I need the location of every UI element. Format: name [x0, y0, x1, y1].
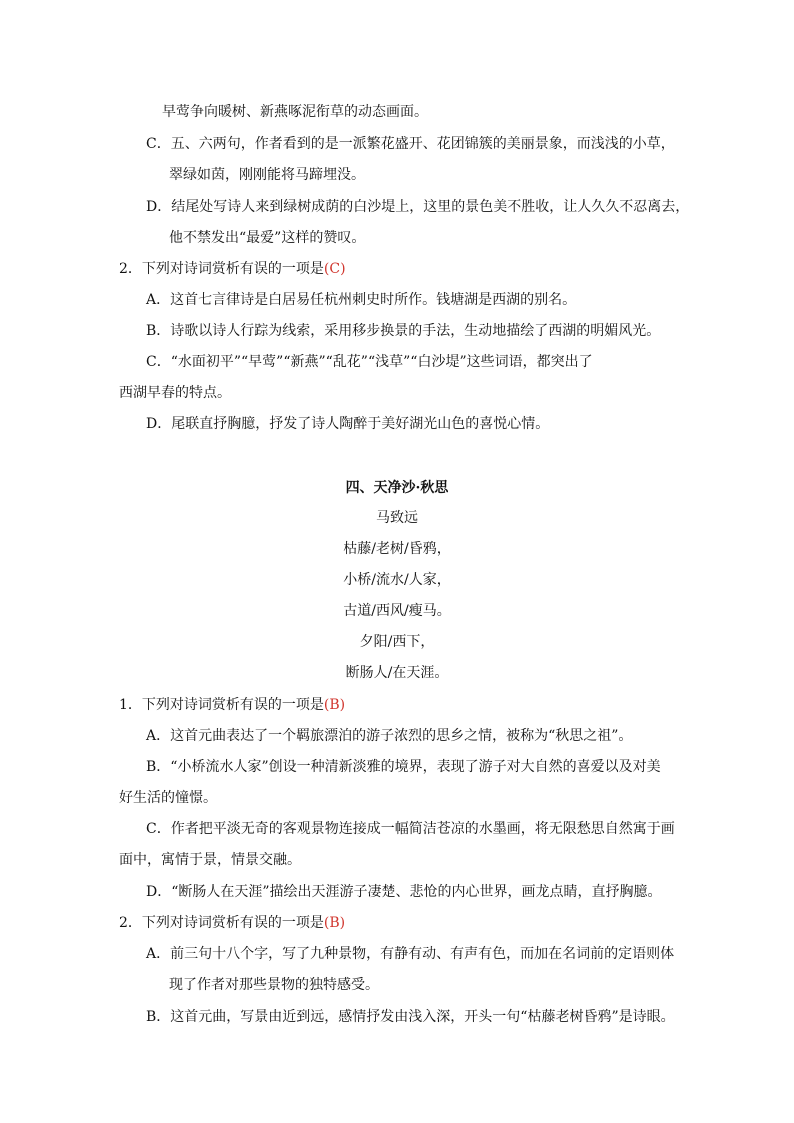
s3-q2-option-a: A．这首七言律诗是白居易任杭州刺史时所作。钱塘湖是西湖的别名。 — [146, 292, 577, 308]
s4-q2-stem — [119, 913, 345, 933]
s4-q2-option-a-line1: A．前三句十八个字，写了九种景物，有静有动、有声有色，而加在名词前的定语则体 — [146, 946, 675, 962]
s3-q1-option-c-line2: 翠绿如茵，刚刚能将马蹄埋没。 — [169, 167, 365, 183]
s4-q2-option-a-line2: 现了作者对那些景物的独特感受。 — [169, 977, 379, 993]
s3-q2-stem-text: 2．下列对诗词赏析有误的一项是 — [119, 261, 324, 277]
s3-q1-option-d-line1: D．结尾处写诗人来到绿树成荫的白沙堤上，这里的景色美不胜收，让人久久不忍离去， — [146, 199, 690, 215]
s4-q1-option-b-line2: 好生活的憧憬。 — [119, 790, 217, 806]
s4-poem-line-1: 枯藤/老树/昏鸦， — [343, 541, 451, 557]
s4-poem-line-5: 断肠人/在天涯。 — [345, 665, 449, 681]
s4-q1-stem-text: 1．下列对诗词赏析有误的一项是 — [119, 697, 324, 713]
s4-q1-option-b-line1: B．“小桥流水人家”创设一种清新淡雅的境界，表现了游子对大自然的喜爱以及对美 — [146, 759, 661, 775]
s4-poem-line-4: 夕阳/西下， — [359, 634, 435, 650]
s3-q1-option-b-continuation: 早莺争向暖树、新燕啄泥衔草的动态画面。 — [162, 104, 428, 120]
s3-q1-option-d-line2: 他不禁发出“最爱”这样的赞叹。 — [169, 230, 366, 246]
s3-q2-answer: (C) — [323, 261, 346, 277]
s4-q1-stem — [119, 695, 345, 715]
s3-q2-option-c-line2: 西湖早春的特点。 — [119, 385, 231, 401]
s4-author: 马致远 — [376, 510, 418, 526]
s3-q2-option-d: D．尾联直抒胸臆，抒发了诗人陶醉于美好湖光山色的喜悦心情。 — [146, 416, 550, 432]
s4-q1-option-c-line2: 面中，寓情于景，情景交融。 — [119, 852, 301, 868]
s4-q1-option-c-line1: C．作者把平淡无奇的客观景物连接成一幅简洁苍凉的水墨画，将无限愁思自然寓于画 — [146, 821, 675, 837]
s4-poem-line-2: 小桥/流水/人家， — [343, 572, 451, 588]
s4-q1-answer: (B) — [323, 697, 346, 713]
s4-q2-answer: (B) — [323, 915, 346, 931]
s4-q1-option-a: A．这首元曲表达了一个羁旅漂泊的游子浓烈的思乡之情，被称为“秋思之祖”。 — [146, 728, 633, 744]
s3-q2-option-c-line1: C．“水面初平”“早莺”“新燕”“乱花”“浅草”“白沙堤”这些词语，都突出了 — [146, 354, 593, 370]
s3-q1-option-c-line1: C．五、六两句，作者看到的是一派繁花盛开、花团锦簇的美丽景象，而浅浅的小草， — [146, 136, 675, 152]
s4-q2-stem-text: 2．下列对诗词赏析有误的一项是 — [119, 915, 324, 931]
s4-title: 四、天净沙·秋思 — [345, 480, 449, 496]
s3-q2-stem — [119, 259, 346, 279]
s4-poem-line-3: 古道/西风/瘦马。 — [343, 603, 451, 619]
s4-q1-option-d: D．“断肠人在天涯”描绘出天涯游子凄楚、悲怆的内心世界，画龙点睛，直抒胸臆。 — [146, 884, 662, 900]
s3-q2-option-b: B．诗歌以诗人行踪为线索，采用移步换景的手法，生动地描绘了西湖的明媚风光。 — [146, 323, 661, 339]
s4-q2-option-b: B．这首元曲，写景由近到远，感情抒发由浅入深，开头一句“枯藤老树昏鸦”是诗眼。 — [146, 1009, 675, 1025]
